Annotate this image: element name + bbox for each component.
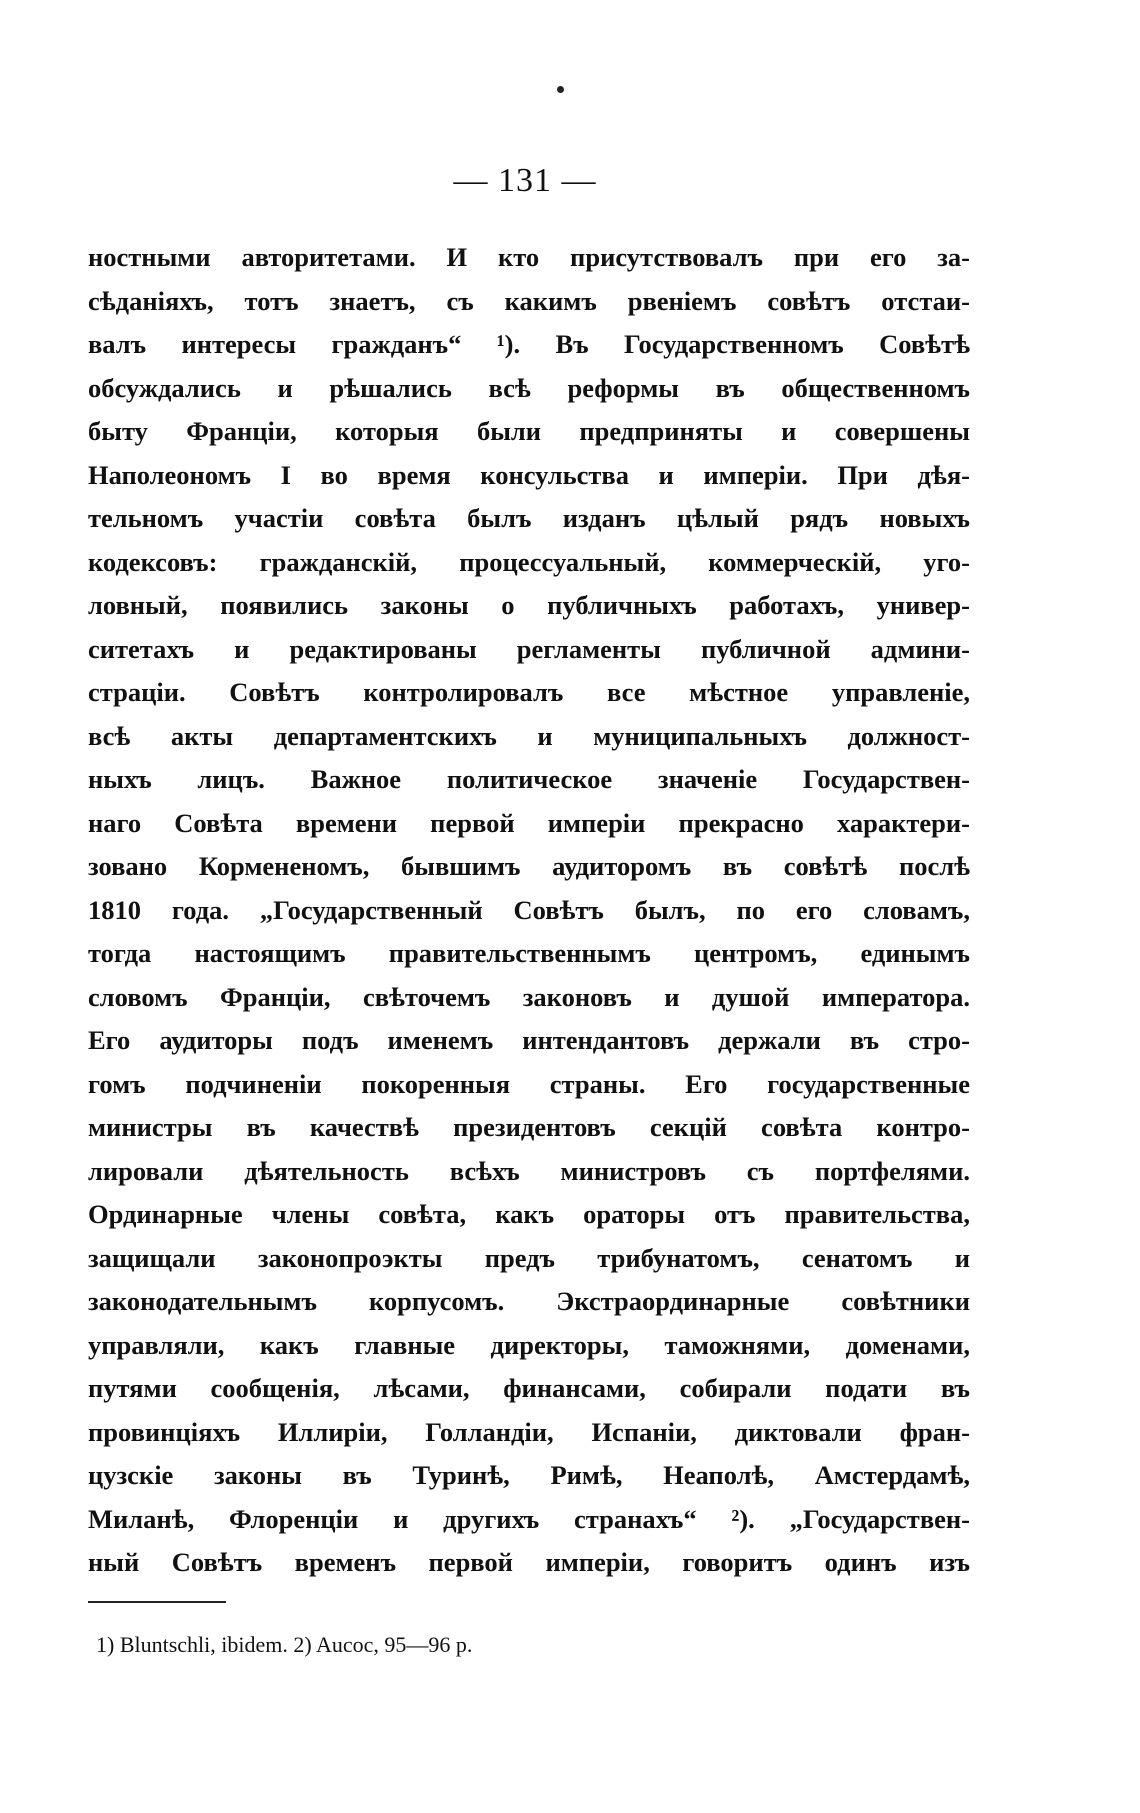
text-line: защищали законопроэкты предъ трибунатомъ, сенатомъ и xyxy=(88,1242,970,1273)
text-line: управляли, какъ главные директоры, таможнями, доменами, xyxy=(88,1329,970,1360)
text-line: цузскiе законы въ Туринѣ, Римѣ, Неаполѣ, Амстердамѣ, xyxy=(88,1460,970,1490)
footnote-rule xyxy=(88,1601,226,1603)
text-line: словомъ Францiи, свѣточемъ законовъ и душой императора. xyxy=(88,981,970,1012)
text-line: тельномъ участiи совѣта былъ изданъ цѣлый рядъ новыхъ xyxy=(88,503,970,533)
text-line: страцiи. Совѣтъ контролировалъ все мѣстное управленiе, xyxy=(88,677,970,707)
text-line: Ординарные члены совѣта, какъ ораторы отъ правительства, xyxy=(88,1199,970,1229)
text-line: быту Францiи, которыя были предприняты и совершены xyxy=(88,416,970,446)
text-line: ныхъ лицъ. Важное политическое значенiе Государствен- xyxy=(88,764,970,794)
text-line: всѣ акты департаментскихъ и муниципальныхъ должност- xyxy=(88,720,970,751)
text-line: ситетахъ и редактированы регламенты публичной админи- xyxy=(88,633,970,664)
text-line: Наполеономъ I во время консульства и имперiи. При дѣя- xyxy=(88,459,970,490)
text-line: 1810 года. „Государственный Совѣтъ былъ, по его словамъ, xyxy=(88,894,970,925)
text-line: лировали дѣятельность всѣхъ министровъ съ портфелями. xyxy=(88,1155,970,1186)
text-line: Миланѣ, Флоренцiи и другихъ странахъ“ ²). „Государствен- xyxy=(88,1503,970,1534)
page-number: — 131 — xyxy=(453,162,597,199)
text-line: обсуждались и рѣшались всѣ реформы въ общественномъ xyxy=(88,372,970,403)
body-text xyxy=(88,236,970,1585)
text-line: валъ интересы гражданъ“ ¹). Въ Государственномъ Совѣтѣ xyxy=(88,329,970,359)
text-line: наго Совѣта времени первой имперiи прекрасно характери- xyxy=(88,807,970,838)
text-line: путями сообщенiя, лѣсами, финансами, собирали подати въ xyxy=(88,1373,970,1403)
text-line: сѣданiяхъ, тотъ знаетъ, съ какимъ рвенiемъ совѣтъ отстаи- xyxy=(88,285,970,316)
text-line: гомъ подчиненiи покоренныя страны. Его государственные xyxy=(88,1068,970,1099)
text-line: Его аудиторы подъ именемъ интендантовъ держали въ стро- xyxy=(88,1025,970,1055)
text-line: тогда настоящимъ правительственнымъ центромъ, единымъ xyxy=(88,938,970,968)
text-line: ловный, появились законы о публичныхъ работахъ, универ- xyxy=(88,590,970,620)
footnote: 1) Bluntschli, ibidem. 2) Aucoc, 95—96 p. xyxy=(96,1632,473,1657)
text-line: кодексовъ: гражданскiй, процессуальный, коммерческiй, уго- xyxy=(88,546,970,577)
text-line: ный Совѣтъ временъ первой имперiи, говоритъ одинъ изъ xyxy=(88,1547,970,1577)
text-line: провинцiяхъ Иллирiи, Голландiи, Испанiи, диктовали фран- xyxy=(88,1416,970,1447)
text-line: министры въ качествѣ президентовъ секцiй совѣта контро- xyxy=(88,1112,970,1142)
text-line: ностными авторитетами. И кто присутствовалъ при его за- xyxy=(88,242,970,272)
print-speck xyxy=(557,86,564,93)
text-line: законодательнымъ корпусомъ. Экстраординарные совѣтники xyxy=(88,1286,970,1316)
text-line: зовано Кормененомъ, бывшимъ аудиторомъ въ совѣтѣ послѣ xyxy=(88,851,970,881)
